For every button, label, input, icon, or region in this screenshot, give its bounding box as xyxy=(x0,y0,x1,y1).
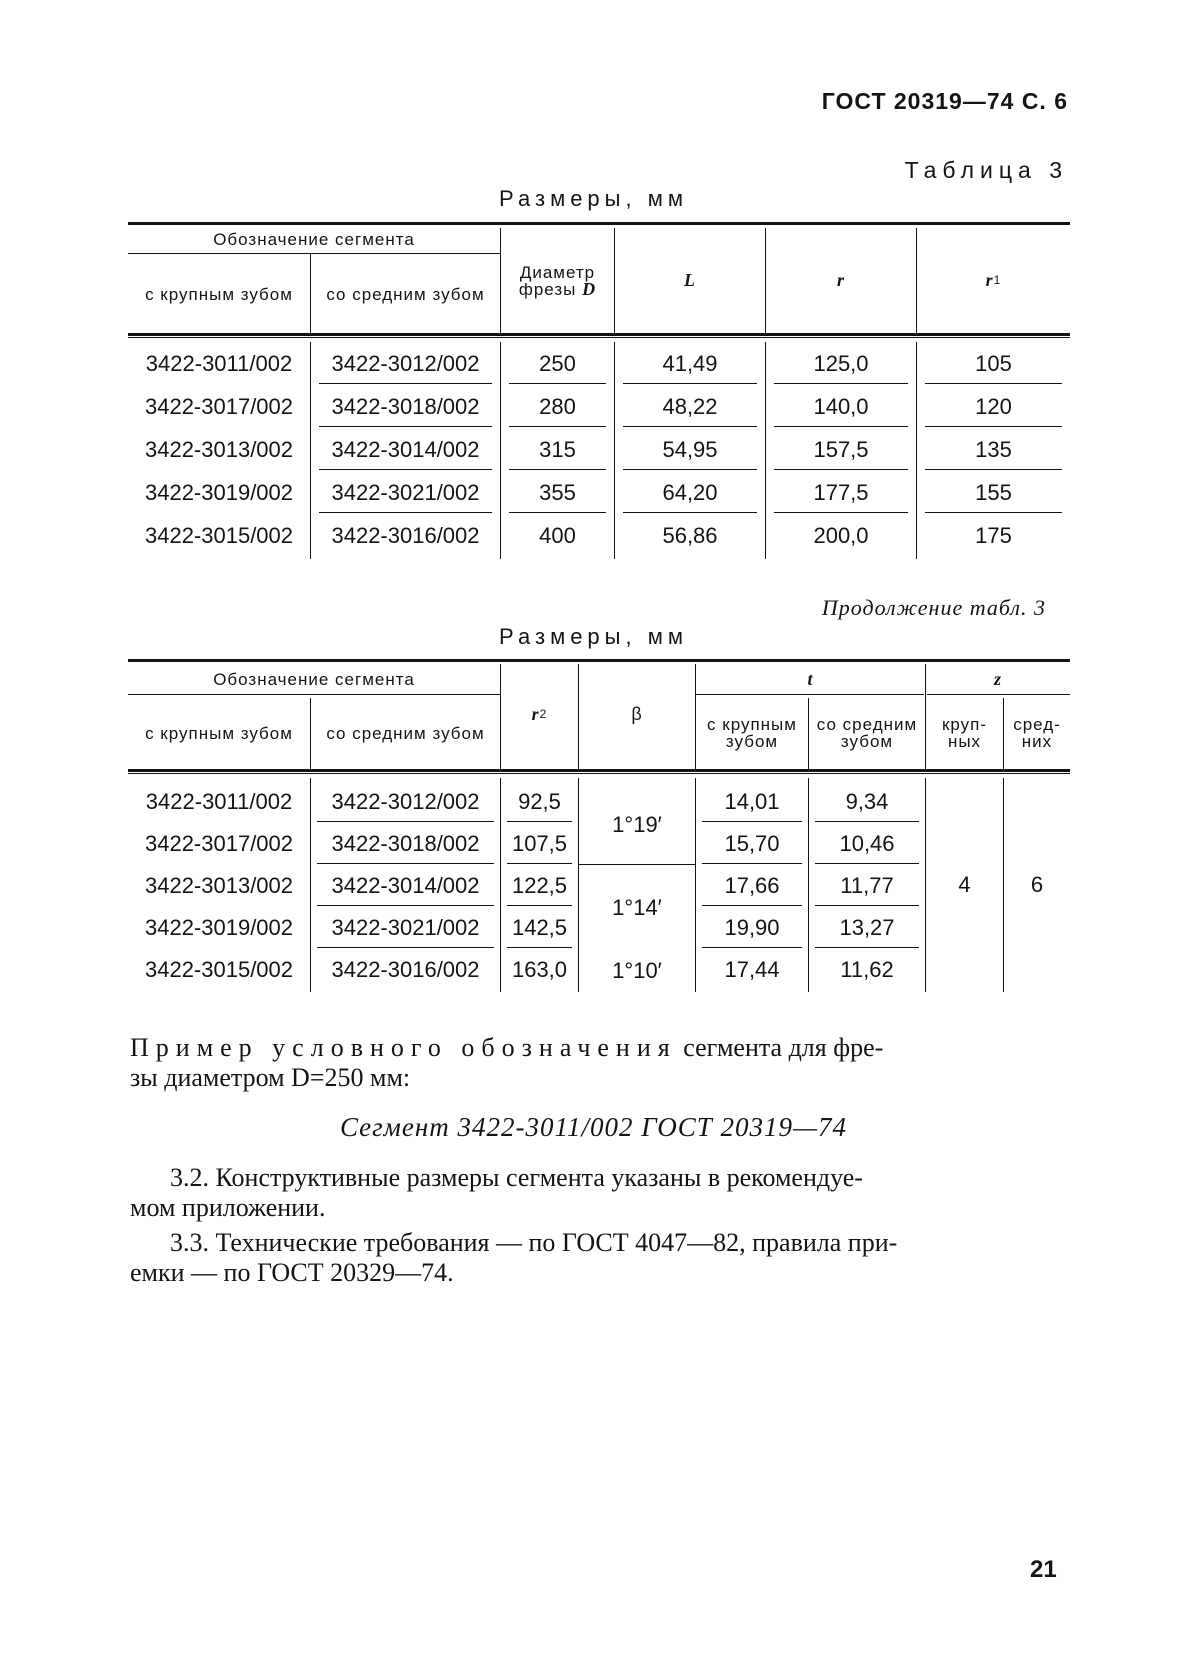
continuation-label: Продолжение табл. 3 xyxy=(821,595,1046,620)
example-designation: Сегмент 3422-3011/002 ГОСТ 20319—74 xyxy=(339,1112,848,1142)
table-cell: 122,5 xyxy=(511,873,568,898)
table-cell: 3422-3015/002 xyxy=(144,957,294,982)
cont-header-medium: со средним зубом xyxy=(326,723,485,743)
table-units: Размеры, мм xyxy=(499,186,688,211)
cont-header-z-coarse: круп- ных xyxy=(941,715,988,751)
header-medium: со средним зубом xyxy=(326,284,485,304)
example-paragraph xyxy=(130,1033,1070,1093)
page-number: 21 xyxy=(1030,1556,1057,1583)
table-cell: 3422-3014/002 xyxy=(331,437,480,462)
table-cell: 56,86 xyxy=(662,523,718,548)
table-cell: 140,0 xyxy=(813,394,869,419)
beta-group-1: 1°19′ xyxy=(612,812,662,837)
clause-3-2: 3.2. Конструктивные размеры сегмента указаны в рекомендуе- xyxy=(170,1163,863,1192)
header-L: L xyxy=(684,270,696,290)
cont-header-t-coarse: с крупным зубом xyxy=(707,715,797,751)
table-cell: 355 xyxy=(539,480,576,505)
table-cell: 3422-3011/002 xyxy=(145,789,293,814)
cont-header-z: z xyxy=(993,668,1002,689)
table-cell: 120 xyxy=(975,394,1012,419)
table-cell: 315 xyxy=(539,437,576,462)
table-cell: 3422-3019/002 xyxy=(144,915,294,940)
cont-header-beta: β xyxy=(631,703,643,724)
cont-header-z-medium: сред- них xyxy=(1013,715,1061,751)
table-cell: 400 xyxy=(539,523,576,548)
table-cont-units: Размеры, мм xyxy=(499,624,688,649)
table-cell: 142,5 xyxy=(511,915,568,940)
clause-3-3: 3.3. Технические требования — по ГОСТ 4047—82, правила при- xyxy=(170,1228,898,1257)
table-cell: 3422-3017/002 xyxy=(144,394,294,419)
table-cell: 17,44 xyxy=(724,957,780,982)
table-cell: 15,70 xyxy=(724,831,780,856)
table-cell: 11,77 xyxy=(840,873,894,898)
table-cell: 105 xyxy=(975,351,1012,376)
table-cell: 177,5 xyxy=(813,480,869,505)
cont-header-t-medium: со средним зубом xyxy=(816,715,918,751)
z-coarse-value: 4 xyxy=(958,872,971,897)
example-rest: сегмента для фре- xyxy=(676,1033,884,1062)
table-cell: 163,0 xyxy=(511,957,568,982)
table-cell: 3422-3016/002 xyxy=(331,957,480,982)
header-r: r xyxy=(836,270,845,290)
header-r1: r 1 xyxy=(985,270,1002,290)
table-label: Таблица 3 xyxy=(904,157,1068,183)
page-header: ГОСТ 20319—74 С. 6 xyxy=(821,88,1068,114)
table-cell: 3422-3014/002 xyxy=(331,873,480,898)
table-cell: 14,01 xyxy=(724,789,780,814)
cont-header-t: t xyxy=(807,668,814,689)
table-cell: 3422-3013/002 xyxy=(144,437,294,462)
beta-group-2: 1°14′ xyxy=(612,895,662,920)
table-cell: 175 xyxy=(975,523,1012,548)
cont-header-coarse: с крупным зубом xyxy=(145,723,293,743)
header-coarse: с крупным зубом xyxy=(145,284,293,304)
table-cell: 3422-3012/002 xyxy=(331,789,480,814)
header-diameter-line1: Диаметр xyxy=(519,262,596,282)
table-cell: 64,20 xyxy=(662,480,718,505)
header-diameter xyxy=(501,228,614,333)
table-cell: 200,0 xyxy=(813,523,869,548)
table-cell: 155 xyxy=(975,480,1012,505)
example-spaced: Пример условного обозначения xyxy=(130,1033,677,1062)
table-cell: 13,27 xyxy=(839,915,895,940)
table-cell: 280 xyxy=(539,394,576,419)
table-cell: 54,95 xyxy=(662,437,718,462)
clause-3-2-cont: мом приложении. xyxy=(130,1193,326,1222)
cont-header-r2: r 2 xyxy=(531,703,548,724)
table-cell: 125,0 xyxy=(813,351,869,376)
table-cell: 3422-3019/002 xyxy=(144,480,294,505)
beta-group-3: 1°10′ xyxy=(612,958,662,983)
table-cell: 3422-3021/002 xyxy=(331,915,480,940)
clause-3-3-cont: емки — по ГОСТ 20329—74. xyxy=(130,1258,454,1287)
example-line2: зы диаметром D=250 мм: xyxy=(130,1063,411,1092)
table-cell: 17,66 xyxy=(724,873,780,898)
table-cell: 3422-3011/002 xyxy=(145,351,293,376)
table-cell: 3422-3016/002 xyxy=(331,523,480,548)
table-cell: 3422-3018/002 xyxy=(331,394,480,419)
cont-header-designation: Обозначение сегмента xyxy=(213,669,415,689)
table-cell: 11,62 xyxy=(840,957,894,982)
table-cell: 19,90 xyxy=(724,915,780,940)
table-cell: 41,49 xyxy=(662,351,718,376)
table-cell: 48,22 xyxy=(662,394,718,419)
table-cell: 107,5 xyxy=(511,831,568,856)
table-cell: 3422-3017/002 xyxy=(144,831,294,856)
header-designation: Обозначение сегмента xyxy=(213,229,415,249)
z-medium-value: 6 xyxy=(1030,872,1044,897)
table-cell: 3422-3012/002 xyxy=(331,351,480,376)
table-cell: 3422-3015/002 xyxy=(144,523,294,548)
table-cell: 3422-3021/002 xyxy=(331,480,480,505)
table-cell: 9,34 xyxy=(845,789,889,814)
table-cell: 157,5 xyxy=(813,437,869,462)
table-cell: 135 xyxy=(975,437,1012,462)
table-cell: 92,5 xyxy=(518,789,561,814)
header-diameter-symbol: D xyxy=(582,278,597,299)
table-cell: 10,46 xyxy=(839,831,895,856)
table-cell: 3422-3013/002 xyxy=(144,873,294,898)
header-diameter-line2: фрезы xyxy=(518,279,577,299)
table-cell: 3422-3018/002 xyxy=(331,831,480,856)
table-cell: 250 xyxy=(539,351,576,376)
